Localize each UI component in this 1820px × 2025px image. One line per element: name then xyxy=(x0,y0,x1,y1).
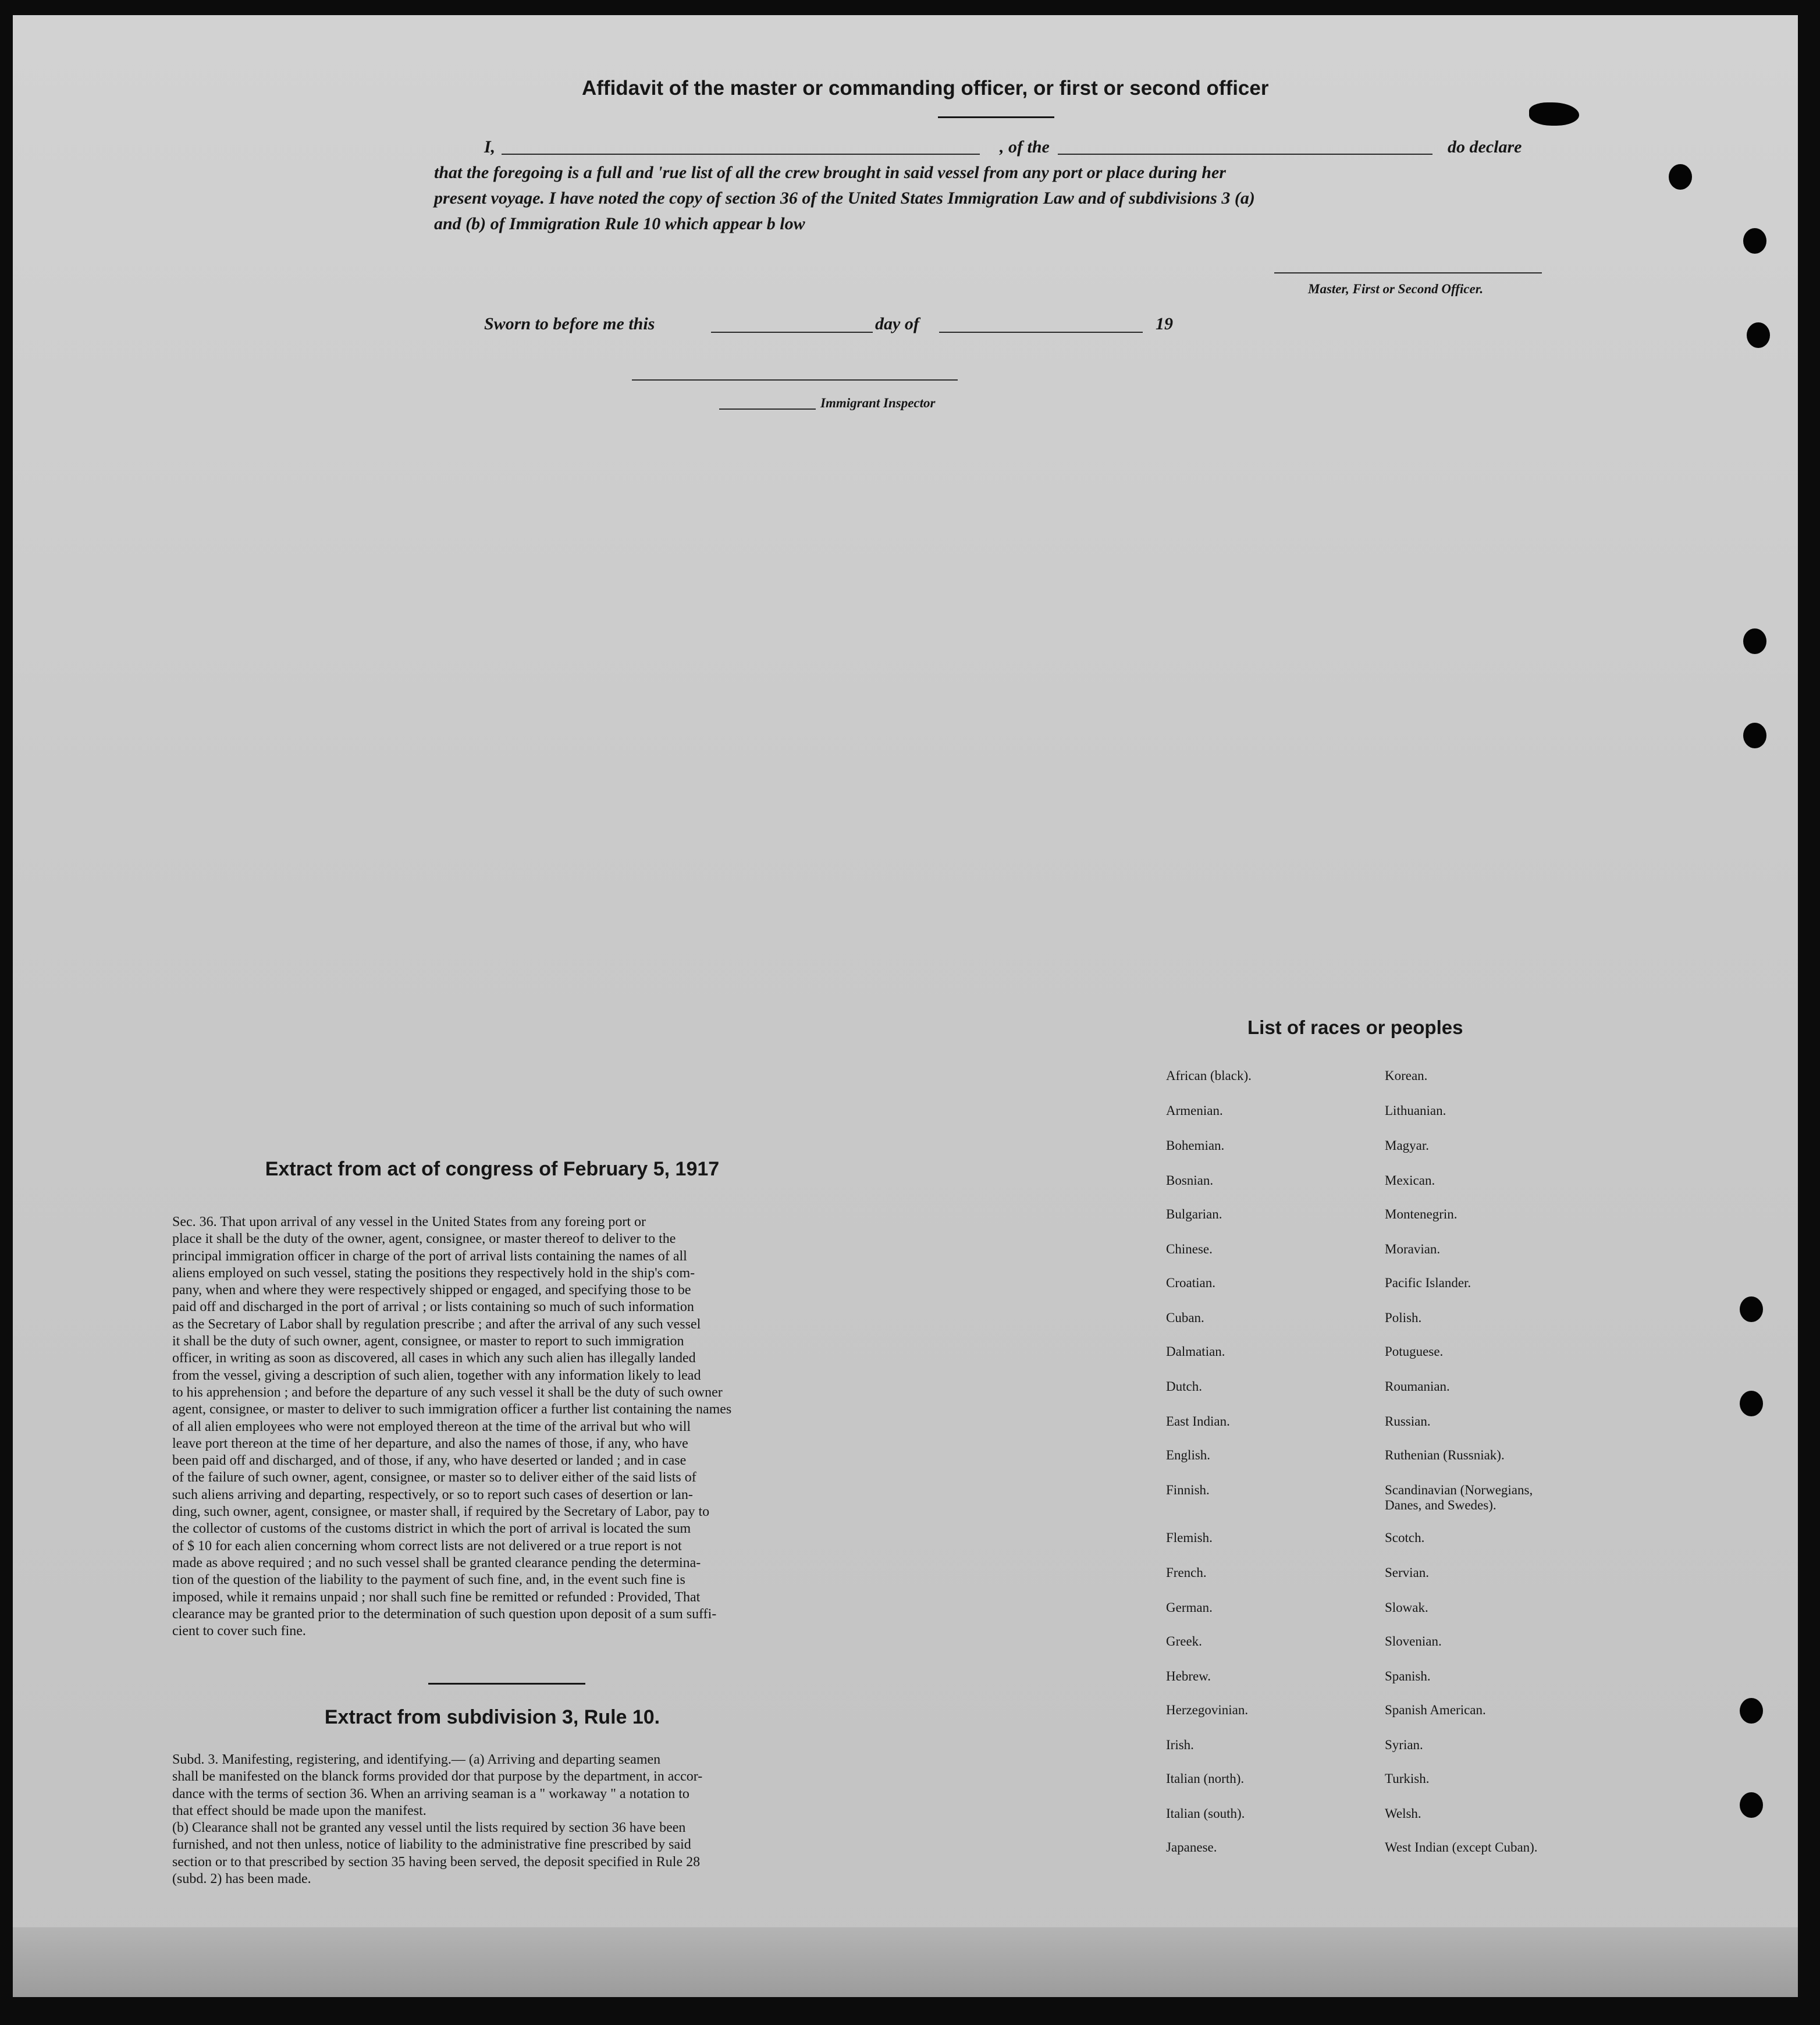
race-item: East Indian. xyxy=(1166,1414,1230,1429)
year-label: 19 xyxy=(1156,314,1173,333)
race-item: Italian (south). xyxy=(1166,1806,1245,1821)
extract-rule-title: Extract from subdivision 3, Rule 10. xyxy=(324,1706,660,1728)
punch-hole xyxy=(1743,723,1766,748)
race-item: Spanish American. xyxy=(1385,1703,1486,1717)
race-item: Slovenian. xyxy=(1385,1634,1442,1649)
affidavit-i-label: I, xyxy=(484,137,496,157)
race-item: Slowak. xyxy=(1385,1600,1428,1615)
race-item: West Indian (except Cuban). xyxy=(1385,1840,1538,1855)
race-item: Croatian. xyxy=(1166,1276,1215,1290)
punch-hole xyxy=(1743,228,1766,254)
race-item: Scandinavian (Norwegians, Danes, and Swedes). xyxy=(1385,1483,1533,1512)
ink-blot xyxy=(1529,102,1579,126)
race-item: Bosnian. xyxy=(1166,1173,1214,1188)
race-item: Chinese. xyxy=(1166,1242,1213,1256)
punch-hole xyxy=(1747,322,1770,348)
affidavit-title: Affidavit of the master or commanding officer, or first or second officer xyxy=(582,77,1269,100)
race-item: Potuguese. xyxy=(1385,1344,1444,1359)
extract-act-title: Extract from act of congress of February 5, 1917 xyxy=(265,1158,720,1180)
affidavit-line-2: that the foregoing is a full and 'rue list of all the crew brought in said vessel from any port or place during her xyxy=(434,163,1226,182)
document-page xyxy=(13,15,1798,1997)
signature-label: Master, First or Second Officer. xyxy=(1308,282,1484,296)
race-item: Magyar. xyxy=(1385,1138,1430,1153)
punch-hole xyxy=(1740,1698,1763,1724)
affidavit-of-the-label: , of the xyxy=(1000,137,1050,157)
race-item: African (black). xyxy=(1166,1068,1252,1083)
race-item: Irish. xyxy=(1166,1738,1194,1752)
races-title: List of races or peoples xyxy=(1247,1017,1463,1038)
race-item: Italian (north). xyxy=(1166,1771,1245,1786)
extract-rule-text: Subd. 3. Manifesting, registering, and identifying.— (a) Arriving and departing seamen shall be manifested on the blanck forms provided dor that purpose by the department, in accor- dance with the terms of section 36. When an arriving seaman is a " workaway " a notation to that effect should be made upon the manifest. (b) Clearance shall not be granted any vessel until the lists required by section 36 have been furnished, and not then unless, notice of liability to the administrative fine prescribed by said section or to that prescribed by section 35 having been served, the deposit specified in Rule 28 (subd. 2) has been made. xyxy=(172,1752,703,1887)
race-item: Finnish. xyxy=(1166,1483,1210,1497)
race-item: Bohemian. xyxy=(1166,1138,1225,1153)
race-item: Mexican. xyxy=(1385,1173,1435,1188)
race-item: Montenegrin. xyxy=(1385,1207,1458,1221)
race-item: English. xyxy=(1166,1448,1211,1462)
race-item: Greek. xyxy=(1166,1634,1202,1649)
race-item: Moravian. xyxy=(1385,1242,1441,1256)
race-item: Spanish. xyxy=(1385,1669,1431,1683)
signature-blank[interactable] xyxy=(1274,272,1542,273)
inspector-prefix-blank[interactable] xyxy=(719,408,816,410)
race-item: German. xyxy=(1166,1600,1213,1615)
extract-act-text: Sec. 36. That upon arrival of any vessel in the United States from any foreing port or place it shall be the duty of the owner, agent, consignee, or master thereof to deliver to the principal immigration officer in charge of the port of arrival lists containing the names of all aliens employed on such vessel, stating the positions they respectively hold in the ship's com- pany, when and where they were respectively shipped or engaged, and specifying those to be paid off and discharged in the port of arrival ; or lists containing so much of such information as the Secretary of Labor shall by regulation prescribe ; and after the arrival of any such vessel it shall be the duty of such owner, agent, consignee, or master to report to such immigration officer, in writing as soon as discovered, all cases in which any such alien has illegally landed from the vessel, giving a description of such alien, together with any information likely to lead to his apprehension ; and before the departure of any such vessel it shall be the duty of such owner agent, consignee, or master to deliver to such immigration officer a further list containing the names of all alien employees who were not employed thereon at the time of the arrival but who will leave port thereon at the time of her departure, and also the names of those, if any, who have been paid off and discharged, and of those, if any, who have deserted or landed ; and in case of the failure of such owner, agent, consignee, or master so to deliver either of the said lists of such aliens arriving and departing, respectively, or so to report such cases of desertion or lan- ding, such owner, agent, consignee, or master shall, if required by the Secretary of Labor, pay to the collector of customs of the customs district in which the port of arrival is located the sum of $ 10 for each alien concerning whom correct lists are not delivered or a true report is not made as above required ; and no such vessel shall be granted clearance pending the determina- tion of the question of the liability to the payment of such fine, and, in the event such fine is imposed, while it remains unpaid ; nor shall such fine be remitted or refunded : Provided, That clearance may be granted prior to the determination of such question upon deposit of a sum suffi- cient to cover such fine. xyxy=(172,1214,732,1639)
race-item: Herzegovinian. xyxy=(1166,1703,1249,1717)
race-item: Pacific Islander. xyxy=(1385,1276,1471,1290)
sworn-label: Sworn to before me this xyxy=(484,314,655,333)
race-item: Hebrew. xyxy=(1166,1669,1211,1683)
race-item: Scotch. xyxy=(1385,1530,1425,1545)
race-item: Cuban. xyxy=(1166,1310,1204,1325)
race-item: Russian. xyxy=(1385,1414,1431,1429)
affidavit-line-4: and (b) of Immigration Rule 10 which appear b low xyxy=(434,214,805,233)
bleed-through-row xyxy=(187,236,204,258)
race-item: Polish. xyxy=(1385,1310,1422,1325)
race-item: Ruthenian (Russniak). xyxy=(1385,1448,1505,1462)
day-of-label: day of xyxy=(875,314,919,333)
punch-hole xyxy=(1740,1296,1763,1322)
sworn-month-blank[interactable] xyxy=(939,332,1143,333)
race-item: Welsh. xyxy=(1385,1806,1421,1821)
punch-hole xyxy=(1740,1391,1763,1416)
race-item: French. xyxy=(1166,1565,1207,1580)
race-item: Servian. xyxy=(1385,1565,1430,1580)
master-name-blank[interactable] xyxy=(502,154,980,155)
affidavit-declare-label: do declare xyxy=(1448,137,1522,157)
race-item: Roumanian. xyxy=(1385,1379,1450,1394)
vessel-name-blank[interactable] xyxy=(1058,154,1432,155)
punch-hole xyxy=(1743,628,1766,654)
race-item: Bulgarian. xyxy=(1166,1207,1222,1221)
inspector-label: Immigrant Inspector xyxy=(820,396,936,410)
race-item: Armenian. xyxy=(1166,1103,1223,1118)
race-item: Lithuanian. xyxy=(1385,1103,1446,1118)
extract-separator-rule xyxy=(428,1683,585,1685)
race-item: Turkish. xyxy=(1385,1771,1430,1786)
inspector-signature-blank[interactable] xyxy=(632,379,958,381)
affidavit-line-3: present voyage. I have noted the copy of section 36 of the United States Immigration Law and of subdivisions 3 (a) xyxy=(434,189,1255,208)
race-item: Japanese. xyxy=(1166,1840,1217,1855)
punch-hole xyxy=(1740,1792,1763,1818)
sworn-day-blank[interactable] xyxy=(711,332,873,333)
punch-hole xyxy=(1669,164,1692,190)
bottom-margin-band xyxy=(13,1927,1798,1997)
race-item: Dalmatian. xyxy=(1166,1344,1225,1359)
race-item: Flemish. xyxy=(1166,1530,1213,1545)
race-item: Syrian. xyxy=(1385,1738,1423,1752)
bleed-through-header xyxy=(234,85,262,123)
race-item: Dutch. xyxy=(1166,1379,1202,1394)
affidavit-title-rule xyxy=(938,116,1054,118)
race-item: Korean. xyxy=(1385,1068,1428,1083)
